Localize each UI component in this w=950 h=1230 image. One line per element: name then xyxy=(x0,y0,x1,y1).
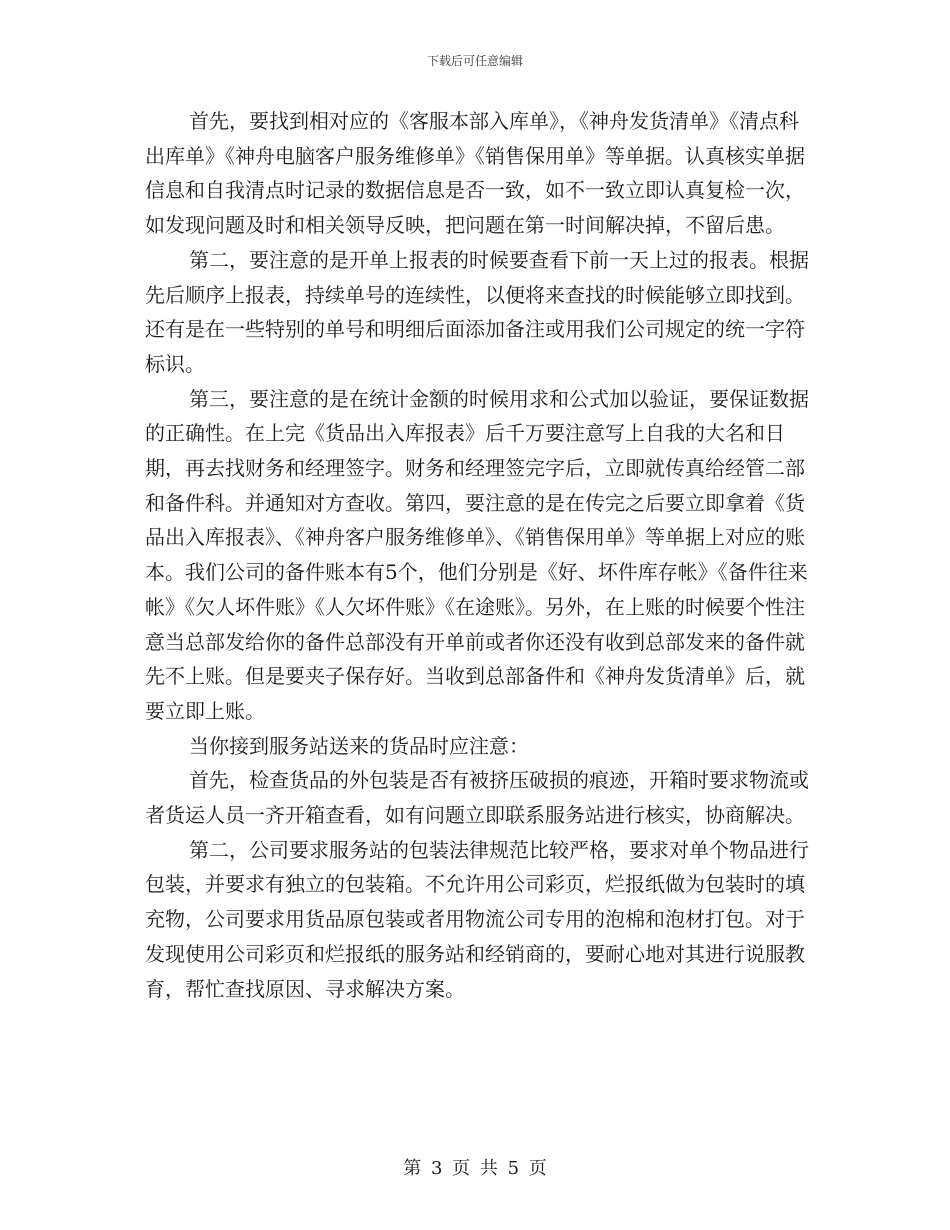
paragraph: 第三，要注意的是在统计金额的时候用求和公式加以验证，要保证数据的正确性。在上完《货品出入库报表》后千万要注意写上自我的大名和日期，再去找财务和经理签字。财务和经理签完字后，立即就传真给经管二部和备件科。并通知对方查收。第四，要注意的是在传完之后要立即拿着《货品出入库报表》、《神舟客户服务维修单》、《销售保用单》等单据上对应的账本。我们公司的备件账本有5个，他们分别是《好、坏件库存帐》《备件往来帐》《欠人坏件账》《人欠坏件账》《在途账》。另外，在上账的时候要个性注意当总部发给你的备件总部没有开单前或者你还没有收到总部发来的备件就先不上账。但是要夹子保存好。当收到总部备件和《神舟发货清单》后，就要立即上账。 xyxy=(145,386,809,723)
paragraph: 第二，公司要求服务站的包装法律规范比较严格，要求对单个物品进行包装，并要求有独立的包装箱。不允许用公司彩页，烂报纸做为包装时的填充物，公司要求用货品原包装或者用物流公司专用的泡棉和泡材打包。对于发现使用公司彩页和烂报纸的服务站和经销商的，要耐心地对其进行说服教育，帮忙查找原因、寻求解决方案。 xyxy=(145,837,809,1001)
paragraph: 第二，要注意的是开单上报表的时候要查看下前一天上过的报表。根据先后顺序上报表，持续单号的连续性，以便将来查找的时候能够立即找到。还有是在一些特别的单号和明细后面添加备注或用我们公司规定的统一字符标识。 xyxy=(145,247,809,376)
paragraph: 当你接到服务站送来的货品时应注意： xyxy=(189,733,529,758)
page-number-footer: 第 3 页 共 5 页 xyxy=(403,1158,547,1179)
page-header: 下载后可任意编辑 xyxy=(426,54,523,68)
paragraph: 首先，要找到相对应的《客服本部入库单》，《神舟发货清单》《清点科出库单》《神舟电脑客户服务维修单》《销售保用单》等单据。认真核实单据信息和自我清点时记录的数据信息是否一致，如不一致立即认真复检一次，如发现问题及时和相关领导反映，把问题在第一时间解决掉，不留后患。 xyxy=(145,109,805,238)
document-body xyxy=(145,104,810,1006)
paragraph: 首先，检查货品的外包装是否有被挤压破损的痕迹，开箱时要求物流或者货运人员一齐开箱查看，如有问题立即联系服务站进行核实，协商解决。 xyxy=(145,768,809,828)
